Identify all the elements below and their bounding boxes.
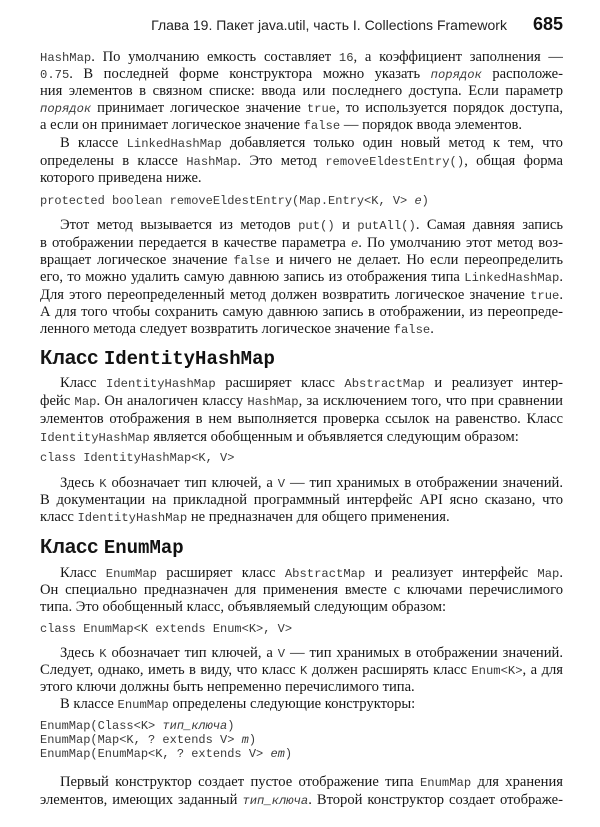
text-run: , за исключением того, что при сравнении [298,393,563,409]
text-run: и ничего не делает. Но если переопределить [269,252,563,268]
text-run: . [430,321,434,337]
italic-parameter: порядок [40,102,92,116]
code-run: IdentityHashMap [77,511,188,525]
text-line [40,772,563,792]
text-run: его, то можно удалить самую давнюю запись из отображения типа [40,269,465,285]
text-run: , а для [522,662,563,678]
text-run: обозначает тип ключей, а [106,645,278,661]
text-run: . [559,287,563,303]
text-run: , то используется порядок доступа, [336,100,563,116]
text-run: и реализует интер- [424,375,563,391]
code-line [40,744,563,764]
text-run: определены в классе [40,153,187,169]
code-run: K [300,664,308,678]
text-line [40,115,563,135]
text-run: Он специально предназначен для применения вместе с ключами перечислимого [40,582,563,598]
text-run: Класс [60,375,107,391]
code-line [40,191,563,211]
text-run: класс [40,509,78,525]
text-run: . Самая давняя запись [415,217,563,233]
code-run: EnumMap [419,776,472,790]
text-run: элементов, имеющих заданный [40,792,243,808]
text-run: принимает логическое значение [91,100,307,116]
text-run: а если он принимает логическое значение [40,117,304,133]
code-run: AbstractMap [284,567,366,581]
code-run: class IdentityHashMap<K, V> [40,451,235,465]
text-line [40,507,563,527]
text-line [40,790,563,810]
text-run: ния элементов в связном списке: ввода или последнего доступа. Если параметр [40,83,563,99]
text-run: должен расширять класс [307,662,472,678]
code-run: IdentityHashMap [103,348,275,370]
text-run: — тип хранимых в отображении значений. [285,645,563,661]
code-run: Enum<K> [471,664,523,678]
text-run: определены следующие конструкторы: [168,696,416,712]
italic-parameter: тип_ключа [242,794,309,808]
text-run: фейс [40,393,75,409]
text-run: — порядок ввода элементов. [340,117,523,133]
code-run: protected boolean removeEldestEntry(Map.Entry<K, V> [40,194,415,208]
text-run: и [334,217,358,233]
text-line [40,133,563,153]
text-run: В классе [60,135,127,151]
code-run: 16 [338,51,354,65]
code-run: HashMap [247,395,299,409]
text-run: которого приведена ниже. [40,170,202,186]
code-run: HashMap [186,155,238,169]
text-run: В классе [60,696,118,712]
code-run: putAll() [357,219,416,233]
text-run: . Второй конструктор создает отображе- [308,792,563,808]
text-run: . Это метод [237,153,326,169]
text-run: Здесь [60,475,100,491]
italic-parameter: порядок [430,68,482,82]
code-run: K [99,647,107,661]
code-run: EnumMap(Class<K> [40,719,163,733]
text-line [40,215,563,235]
code-line [40,448,563,468]
text-run: . [559,565,563,581]
code-run: EnumMap [103,537,184,559]
italic-parameter: em [270,747,285,761]
section-heading [40,534,563,560]
text-run: . По умолчанию емкость составляет [91,49,339,65]
text-run: — тип хранимых в отображении значений. [285,475,563,491]
code-run: IdentityHashMap [40,431,150,445]
text-run: . В последней форме конструктора можно указать [69,66,431,82]
code-run: EnumMap [105,567,157,581]
text-line [40,168,563,188]
text-run: добавляется только один новый метод к тем, что [221,135,563,151]
text-run: и реализует интерфейс [365,565,538,581]
text-run: расположе- [481,66,563,82]
code-run: IdentityHashMap [106,377,216,391]
code-run: Map [74,395,97,409]
text-line [40,319,563,339]
chapter-title: Глава 19. Пакет java.util, часть I. Collections Framework [151,17,507,33]
text-run: расширяет класс [156,565,285,581]
text-run: типа. Это обобщенный класс, объявляемый следующим образом: [40,599,447,615]
page-number: 685 [532,14,563,34]
text-run: Для этого переопределенный метод должен возвратить логическое значение [40,287,531,303]
italic-parameter: e [350,237,359,251]
code-run: removeEldestEntry() [325,155,465,169]
text-line [40,694,563,714]
text-line [40,427,563,447]
code-run: EnumMap [117,698,169,712]
code-run: 0.75 [40,68,70,82]
text-run: вращает логическое значение [40,252,234,268]
text-run: элементов отображения в нем выполняется проверка ссылок на равенство. Класс [40,411,563,427]
text-run: Здесь [60,645,100,661]
code-line [40,619,563,639]
text-run: Этот метод вызывается из методов [60,217,299,233]
text-line [40,391,563,411]
text-run: Класс [40,347,104,369]
text-run: этого ключи должны быть непременно перечислимого типа. [40,679,415,695]
text-run: для хранения [471,774,563,790]
italic-parameter: тип_ключа [162,719,228,733]
code-run: AbstractMap [344,377,425,391]
text-run: является обобщенным и объявляется следующим образом: [149,429,519,445]
code-run: LinkedHashMap [464,271,560,285]
code-run: LinkedHashMap [126,137,222,151]
text-run: . По умолчанию этот метод воз- [358,235,563,251]
code-run: true [530,289,560,303]
text-line [40,409,563,429]
section-heading [40,345,563,371]
italic-parameter: e [414,194,422,208]
text-run: Класс [60,565,106,581]
text-run: расширяет класс [215,375,345,391]
code-run: ) [421,194,429,208]
text-run: в отображении передается в качестве параметра [40,235,351,251]
text-run: ленного метода следует возвратить логическое значение [40,321,394,337]
text-run: В документации на прикладной программный интерфейс API ясно сказано, что [40,492,563,508]
text-run: . Он аналогичен классу [96,393,248,409]
text-run: , общая форма [464,153,563,169]
code-run: false [393,323,431,337]
code-run: class EnumMap<K extends Enum<K>, V> [40,622,293,636]
code-run: false [303,119,341,133]
text-run: . [559,269,563,285]
code-run: ) [227,719,235,733]
code-run: K [99,477,107,491]
text-run: Первый конструктор создает пустое отображение типа [60,774,420,790]
code-run: EnumMap(Map<K, ? extends V> [40,733,242,747]
code-run: Map [537,567,560,581]
text-run: Класс [40,536,104,558]
code-run: false [233,254,270,268]
text-line [40,597,563,617]
text-run: не предназначен для общего применения. [187,509,450,525]
italic-parameter: m [241,733,249,747]
code-run: ) [284,747,293,761]
text-run: Следует, однако, иметь в виду, что класс [40,662,301,678]
code-run: V [277,647,286,661]
text-line [40,373,563,393]
code-run: V [277,477,286,491]
code-run: true [306,102,337,116]
running-header [40,14,563,38]
text-run: А для того чтобы сохранить самую давнюю запись в отображении, из переопреде- [40,304,563,320]
code-run: put() [298,219,335,233]
code-run: HashMap [40,51,92,65]
code-run: EnumMap(EnumMap<K, ? extends V> [40,747,271,761]
text-run: обозначает тип ключей, а [106,475,278,491]
text-run: , а коэффициент заполнения — [353,49,563,65]
code-run: ) [248,733,257,747]
text-line [40,267,563,287]
